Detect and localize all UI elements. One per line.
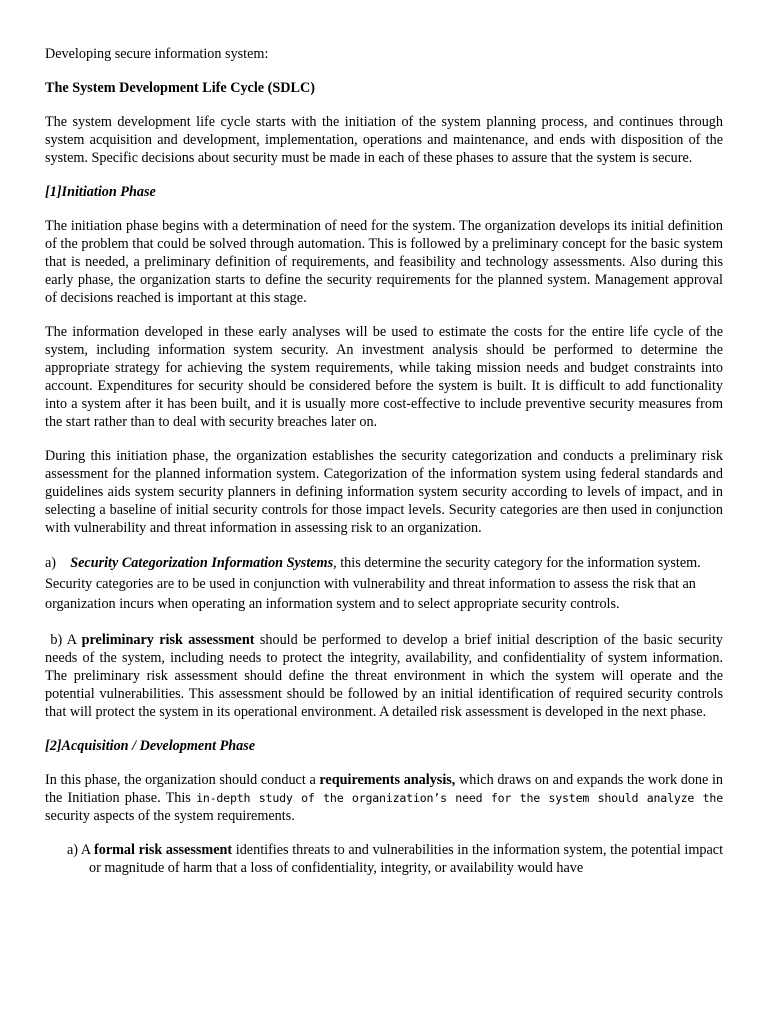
term-preliminary-risk-assessment: preliminary risk assessment: [81, 631, 255, 648]
term-requirements-analysis: requirements analysis,: [319, 771, 456, 788]
list-marker: b) A: [45, 631, 82, 648]
acquisition-tail: security aspects of the system requirements.: [45, 807, 295, 824]
acquisition-lead: In this phase, the organization should conduct a: [45, 771, 320, 788]
list-item-text: should be performed to develop a brief initial description of the basic security needs of the system, including needs to protect the integrity, availability, and confidentiality of system information. The preliminary risk assessment should define the threat environment in which the system will operate and the potential vulnerabilities. This assessment should be followed by an initial identification of required security controls that will protect the system in its operational environment. A detailed risk assessment is developed in the next phase.: [45, 631, 724, 720]
list-marker: a) A: [67, 841, 94, 858]
list-item-security-categorization: [45, 553, 723, 615]
document-title: The System Development Life Cycle (SDLC): [45, 80, 315, 96]
paragraph-initiation-1: The initiation phase begins with a determination of need for the system. The organization develops its initial definition of the problem that could be solved through automation. This is followed by a preliminary concept for the basic system that is needed, a preliminary definition of requirements, and feasibility and technology assessments. Also during this early phase, the organization starts to define the security requirements for the planned system. Management approval of decisions reached is important at this stage.: [45, 218, 723, 306]
paragraph-acquisition: [45, 771, 723, 825]
acquisition-middle: which draws on and expands the work done in the Initiation phase. This: [45, 771, 724, 806]
paragraph-initiation-2: The information developed in these early analyses will be used to estimate the costs for the entire life cycle of the system, including information system security. An investment analysis should be performed to determine the appropriate strategy for achieving the system requirements, while taking mission needs and budget constraints into account. Expenditures for security should be considered before the system is built. It is difficult to add functionality into a system after it has been built, and it is usually more cost-effective to include preventive security measures from the start rather than to deal with security breaches later on.: [45, 324, 723, 430]
term-formal-risk-assessment: formal risk assessment: [94, 841, 233, 858]
acquisition-mono-run: in-depth study of the organization’s need for the system should analyze the: [196, 790, 723, 805]
list-item-preliminary-risk: [45, 631, 723, 721]
list-item-text: identifies threats to and vulnerabilities in the information system, the potential impact or magnitude of harm that a loss of confidentiality, integrity, or availability would have: [89, 841, 724, 876]
list-item-formal-risk: [67, 841, 723, 877]
list-item-text: , this determine the security category for the information system. Security categories are to be used in conjunction with vulnerability and threat information to assess the risk that an organization incurs when operating an information system and to select appropriate security controls.: [45, 555, 701, 612]
term-security-categorization: Security Categorization Information Systems: [70, 555, 334, 571]
paragraph-initiation-3: During this initiation phase, the organization establishes the security categorization and conducts a preliminary risk assessment for the planned information system. Categorization of the information system using federal standards and guidelines aids system security planners in defining information system security according to levels of impact, and in selecting a baseline of initial security controls for those impact levels. Security categories are then used in conjunction with vulnerability and threat information in assessing risk to an organization.: [45, 448, 723, 536]
document-page: [45, 45, 723, 893]
list-marker: a): [45, 555, 71, 571]
section-heading-acquisition: [2]Acquisition / Development Phase: [45, 737, 256, 754]
section-heading-initiation: [1]Initiation Phase: [45, 184, 156, 200]
paragraph-overview: The system development life cycle starts with the initiation of the system planning process, and continues through system acquisition and development, implementation, operations and maintenance, and ends with disposition of the system. Specific decisions about security must be made in each of these phases to assure that the system is secure.: [45, 114, 723, 166]
intro-line: Developing secure information system:: [45, 46, 269, 62]
